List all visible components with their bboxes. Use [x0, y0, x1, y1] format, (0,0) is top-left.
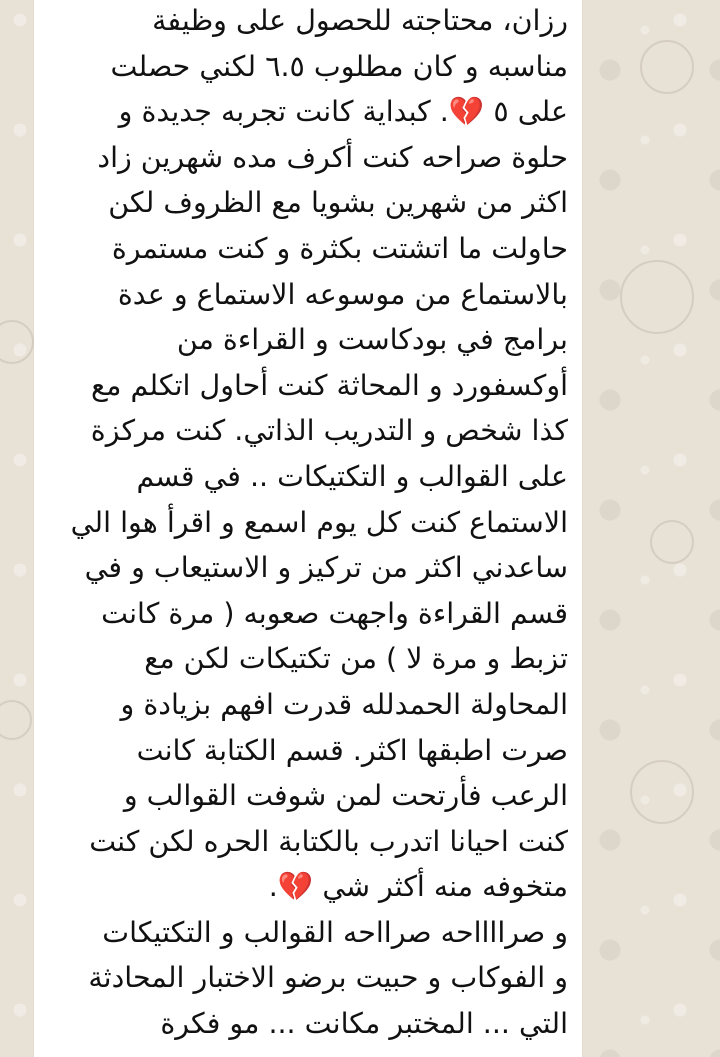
message-line: متخوفه منه أكثر شي 💔. [268, 870, 568, 904]
message-line: كنت احيانا اتدرب بالكتابة الحره لكن كنت [89, 824, 568, 858]
message-line: تزبط و مرة لا ) من تكتيكات لكن مع [144, 642, 568, 676]
wallpaper-doodle [630, 760, 694, 824]
message-line: الاستماع كنت كل يوم اسمع و اقرأ هوا الي [70, 505, 568, 539]
message-line: رزان، محتاجته للحصول على وظيفة [152, 4, 568, 37]
message-line: و الفوكاب و حبيت برضو الاختبار المحادثة [88, 961, 568, 995]
message-line: قسم القراءة واجهت صعوبه ( مرة كانت [101, 596, 568, 630]
message-bubble[interactable] [34, 0, 582, 1057]
message-line: مناسبه و كان مطلوب ٦.٥ لكني حصلت [110, 49, 568, 83]
message-line: الرعب فأرتحت لمن شوفت القوالب و [123, 779, 568, 813]
message-text [48, 0, 568, 1047]
message-line: المحاولة الحمدلله قدرت افهم بزيادة و [120, 687, 568, 721]
message-line: ساعدني اكثر من تركيز و الاستيعاب و في [84, 551, 568, 585]
message-line: التي ... المختبر مكانت ... مو فكرة [160, 1007, 568, 1041]
message-line: على ٥ 💔. كبداية كانت تجربه جديدة و [118, 95, 568, 129]
message-line: على القوالب و التكتيكات .. في قسم [136, 459, 568, 493]
message-line: حلوة صراحه كنت أكرف مده شهرين زاد [97, 140, 568, 174]
message-line: بالاستماع من موسوعه الاستماع و عدة [117, 277, 568, 311]
wallpaper-doodle [650, 520, 694, 564]
wallpaper-doodle [0, 700, 32, 740]
wallpaper-doodle [620, 260, 694, 334]
message-line: برامج في بودكاست و القراءة من [176, 323, 568, 357]
message-line: أوكسفورد و المحاثة كنت أحاول اتكلم مع [90, 368, 568, 402]
wallpaper-doodle [640, 40, 694, 94]
message-line: حاولت ما اتشتت بكثرة و كنت مستمرة [111, 231, 568, 265]
message-line: صرت اطبقها اكثر. قسم الكتابة كانت [136, 733, 568, 767]
message-line: اكثر من شهرين بشويا مع الظروف لكن [108, 186, 568, 220]
message-line: و صرااااحه صرااحه القوالب و التكتيكات [102, 915, 568, 949]
message-line: كذا شخص و التدريب الذاتي. كنت مركزة [90, 414, 568, 448]
wallpaper-doodle [0, 320, 34, 364]
